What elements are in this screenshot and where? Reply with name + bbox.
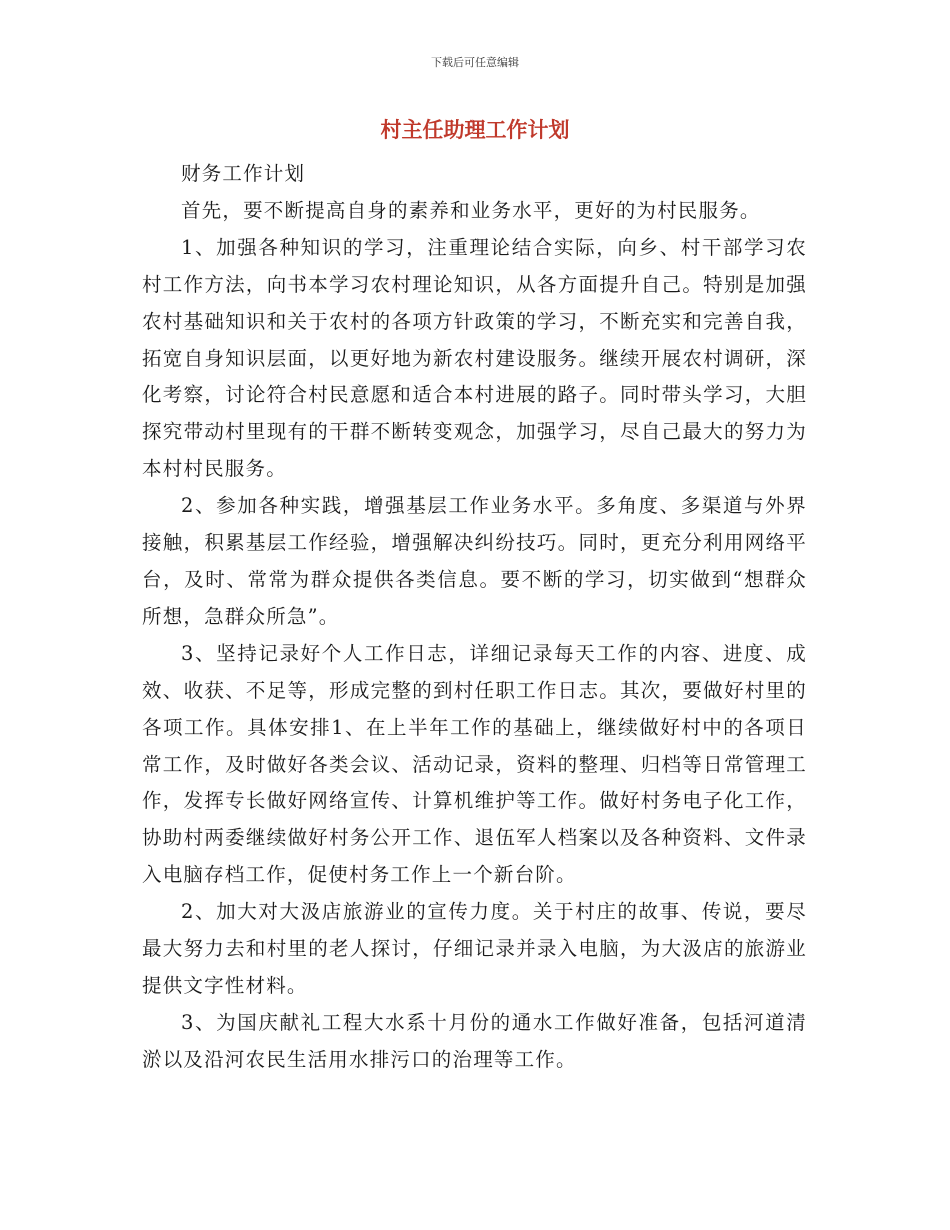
- paragraph: 首先，要不断提高自身的素养和业务水平，更好的为村民服务。: [181, 198, 761, 222]
- paragraph: 2、加大对大汲店旅游业的宣传力度。关于村庄的故事、传说，要尽最大努力去和村里的老人探讨，仔细记录并录入电脑，为大汲店的旅游业提供文字性材料。: [142, 900, 807, 997]
- paragraph: 3、为国庆献礼工程大水系十月份的通水工作做好准备，包括河道清淤以及沿河农民生活用水排污口的治理等工作。: [142, 1010, 807, 1071]
- section-heading: 财务工作计划: [181, 162, 306, 185]
- paragraph: 3、坚持记录好个人工作日志，详细记录每天工作的内容、进度、成效、收获、不足等，形成完整的到村任职工作日志。其次，要做好村里的各项工作。具体安排1、在上半年工作的基础上，继续做好村中的各项日常工作，及时做好各类会议、活动记录，资料的整理、归档等日常管理工作，发挥专长做好网络宣传、计算机维护等工作。做好村务电子化工作，协助村两委继续做好村务公开工作、退伍军人档案以及各种资料、文件录入电脑存档工作，促使村务工作上一个新台阶。: [142, 641, 807, 887]
- paragraph: 1、加强各种知识的学习，注重理论结合实际，向乡、村干部学习农村工作方法，向书本学习农村理论知识，从各方面提升自己。特别是加强农村基础知识和关于农村的各项方针政策的学习，不断充实和完善自我，拓宽自身知识层面，以更好地为新农村建设服务。继续开展农村调研，深化考察，讨论符合村民意愿和适合本村进展的路子。同时带头学习，大胆探究带动村里现有的干群不断转变观念，加强学习，尽自己最大的努力为本村村民服务。: [142, 235, 807, 481]
- document-body: [142, 156, 807, 1079]
- paragraph: 2、参加各种实践，增强基层工作业务水平。多角度、多渠道与外界接触，积累基层工作经验，增强解决纠纷技巧。同时，更充分利用网络平台，及时、常常为群众提供各类信息。要不断的学习，切实做到“想群众所想，急群众所急”。: [142, 494, 807, 628]
- header-note: 下载后可任意编辑: [431, 56, 519, 69]
- document-title: 村主任助理工作计划: [380, 118, 570, 142]
